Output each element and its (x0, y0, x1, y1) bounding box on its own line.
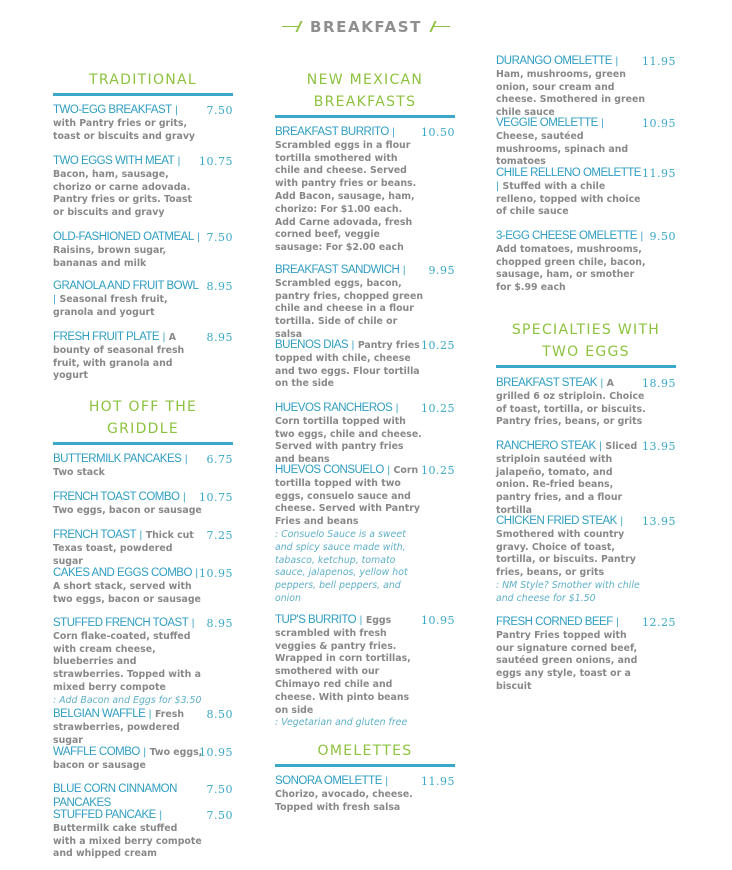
item-name: TUP'S BURRITO (275, 614, 357, 626)
title-left-ornament-icon (282, 20, 304, 32)
item-description: Add tomatoes, mushrooms, chopped green chile, bacon, sausage, ham, or smother for $.99 each (496, 243, 646, 294)
menu-item: HUEVOS RANCHEROS | Corn tortilla topped with two eggs, chile and cheese. Served with pantry fries and beans 10.25 (275, 402, 455, 466)
item-price: 9.50 (649, 230, 676, 243)
item-name: VEGGIE OMELETTE (496, 117, 598, 129)
item-note: : Add Bacon and Eggs for $3.50 (53, 694, 202, 706)
item-price: 7.50 (206, 809, 233, 822)
item-price: 8.95 (206, 617, 233, 630)
item-description: Two eggs, bacon or sausage (53, 504, 202, 516)
item-price: 11.95 (642, 167, 676, 180)
item-price: 7.25 (206, 529, 233, 542)
item-price: 8.95 (206, 280, 233, 293)
menu-item: BELGIAN WAFFLE | Fresh strawberries, powdered sugar 8.50 (53, 708, 233, 746)
section-title-specialties (496, 319, 676, 363)
item-note: : Consuelo Sauce is a sweet and spicy sauce made with, tabasco, ketchup, tomato sauce, jalapenos, yellow hot peppers, bell peppers, and onion (275, 528, 408, 604)
item-price: 8.95 (206, 331, 233, 344)
item-description: Eggs scrambled with fresh veggies & pantry fries. Wrapped in corn tortillas, smothered with our Chimayo red chile and cheese. With pinto beans on side (275, 615, 411, 716)
item-description: Two eggs, bacon or sausage (53, 747, 203, 771)
item-name: FRESH CORNED BEEF (496, 616, 613, 628)
item-description: Ham, mushrooms, green onion, sour cream and cheese. Smothered in green chile sauce (496, 68, 646, 119)
menu-item: FRESH CORNED BEEF | Pantry Fries topped with our signature corned beef, sautéed green onions, and eggs any style, toast or a biscuit 12.25 (496, 616, 676, 692)
menu-item (53, 783, 233, 811)
item-description: A grilled 6 oz striploin. Choice of toast, tortilla, or biscuits. Pantry fries, beans, or grits (496, 378, 646, 428)
menu-item: VEGGIE OMELETTE | Cheese, sautéed mushrooms, spinach and tomatoes 10.95 (496, 117, 676, 168)
item-name: WAFFLE COMBO (53, 746, 140, 758)
item-description: with Pantry fries or grits, toast or biscuits and gravy (53, 117, 196, 142)
item-price: 13.95 (642, 440, 676, 453)
item-name: CHICKEN FRIED STEAK (496, 515, 617, 527)
menu-item: TWO-EGG BREAKFAST | with Pantry fries or grits, toast or biscuits and gravy 7.50 (53, 104, 233, 142)
item-name: BREAKFAST SANDWICH (275, 264, 400, 276)
menu-item: FRENCH TOAST COMBO | Two eggs, bacon or sausage 10.75 (53, 491, 233, 516)
section-divider (53, 442, 233, 445)
menu-item: TUP'S BURRITO | Eggs scrambled with fresh veggies & pantry fries. Wrapped in corn tortillas, smothered with our Chimayo red chile and cheese. With pinto beans on side : Vegetarian and gluten free 10.95 (275, 614, 455, 729)
item-description: Pantry fries topped with chile, cheese and two eggs. Flour tortilla on the side (275, 340, 420, 390)
item-name: BREAKFAST STEAK (496, 377, 597, 389)
item-price: 11.95 (421, 775, 455, 788)
menu-item: OLD-FASHIONED OATMEAL | Raisins, brown sugar, bananas and milk 7.50 (53, 231, 233, 269)
item-price: 8.50 (206, 708, 233, 721)
item-price: 10.75 (199, 491, 233, 504)
item-price: 12.25 (642, 616, 676, 629)
item-price: 13.95 (642, 515, 676, 528)
item-note: : Vegetarian and gluten free (275, 717, 408, 729)
title-right-ornament-icon (428, 20, 450, 32)
item-description: Scrambled eggs in a flour tortilla smothered with chile and cheese. Served with pantry fries or beans. Add Bacon, sausage, ham, chorizo: For $1.00 each. Add Carne adovada, fresh corned beef, veggie sausage: For $2.00 each (275, 139, 417, 254)
item-name: GRANOLA AND FRUIT BOWL (53, 280, 199, 292)
item-price: 6.75 (206, 453, 233, 466)
menu-item: CAKES AND EGGS COMBO | A short stack, served with two eggs, bacon or sausage 10.95 (53, 567, 233, 605)
menu-item: BUENOS DIAS | Pantry fries topped with chile, cheese and two eggs. Flour tortilla on the side 10.25 (275, 339, 455, 390)
item-description: Fresh strawberries, powdered sugar (53, 709, 185, 746)
item-description: Cheese, sautéed mushrooms, spinach and tomatoes (496, 130, 629, 168)
item-description: Seasonal fresh fruit, granola and yogurt (53, 293, 168, 318)
item-name: RANCHERO STEAK (496, 440, 596, 452)
page-title (0, 18, 732, 36)
section-title-griddle (53, 396, 233, 440)
item-price: 10.95 (199, 567, 233, 580)
item-name: BLUE CORN CINNAMON PANCAKES (53, 783, 177, 809)
item-name: TWO-EGG BREAKFAST (53, 104, 172, 116)
menu-item: FRESH FRUIT PLATE | A bounty of seasonal fresh fruit, with granola and yogurt 8.95 (53, 331, 233, 382)
item-price: 10.95 (642, 117, 676, 130)
item-name: HUEVOS RANCHEROS (275, 402, 393, 414)
menu-item: FRENCH TOAST | Thick cut Texas toast, powdered sugar 7.25 (53, 529, 233, 567)
menu-item: RANCHERO STEAK | Sliced striploin sautéed with jalapeño, tomato, and onion. Re-fried beans, pantry fries, and a flour tortilla 13.95 (496, 440, 676, 516)
menu-item: STUFFED PANCAKE | Buttermilk cake stuffed with a mixed berry compote and whipped cream 7.50 (53, 809, 233, 860)
item-description: A bounty of seasonal fresh fruit, with granola and yogurt (53, 332, 185, 382)
section-title-line: HOT OFF THE (88, 399, 198, 415)
item-price: 18.95 (642, 377, 676, 390)
item-description: A short stack, served with two eggs, bacon or sausage (53, 580, 201, 605)
section-divider (275, 764, 455, 767)
menu-item: STUFFED FRENCH TOAST | Corn flake-coated, stuffed with cream cheese, blueberries and strawberries. Topped with a mixed berry compote : Add Bacon and Eggs for $3.50 8.95 (53, 617, 233, 706)
item-description: Corn tortilla topped with two eggs, consuelo sauce and cheese. Served with Pantry Fries and beans (275, 465, 421, 528)
section-divider (275, 115, 455, 118)
item-price: 10.25 (421, 339, 455, 352)
section-title-traditional: TRADITIONAL (88, 72, 198, 88)
item-name: 3-EGG CHEESE OMELETTE (496, 230, 637, 242)
menu-item: BREAKFAST STEAK | A grilled 6 oz striploin. Choice of toast, tortilla, or biscuits. Pantry fries, beans, or grits 18.95 (496, 377, 676, 428)
menu-item: WAFFLE COMBO | Two eggs, bacon or sausage 10.95 (53, 746, 233, 771)
item-description: Corn tortilla topped with two eggs, chile and cheese. Served with pantry fries and beans (275, 415, 422, 466)
item-description: Thick cut Texas toast, powdered sugar (53, 530, 194, 567)
item-description: Smothered with country gravy. Choice of toast, tortilla, or biscuits. Pantry fries, beans, or grits (496, 528, 636, 579)
section-title-line: TWO EGGS (542, 344, 630, 360)
page-title-text: BREAKFAST (309, 18, 423, 36)
item-description: Sliced striploin sautéed with jalapeño, tomato, and onion. Re-fried beans, pantry fries, and a flour tortilla (496, 441, 638, 516)
item-name: BELGIAN WAFFLE (53, 708, 146, 720)
section-title-line: GRIDDLE (106, 421, 179, 437)
item-price: 10.75 (199, 155, 233, 168)
menu-item: BREAKFAST BURRITO | Scrambled eggs in a flour tortilla smothered with chile and cheese. Served with pantry fries or beans. Add Bacon, sausage, ham, chorizo: For $1.00 each. Add Carne adovada, fresh corned beef, veggie sausage: For $2.00 each 10.50 (275, 126, 455, 254)
item-name: CHILE RELLENO OMELETTE (496, 167, 641, 179)
section-title-omelettes: OMELETTES (317, 743, 413, 759)
item-price: 9.95 (428, 264, 455, 277)
item-name: SONORA OMELETTE (275, 775, 382, 787)
item-note: : NM Style? Smother with chile and cheese for $1.50 (496, 579, 640, 604)
section-title-line: SPECIALTIES WITH (511, 322, 661, 338)
item-description: Chorizo, avocado, cheese. Topped with fresh salsa (275, 788, 413, 813)
item-price: 10.25 (421, 402, 455, 415)
menu-item: BREAKFAST SANDWICH | Scrambled eggs, bacon, pantry fries, chopped green chile and cheese in a flour tortilla. Side of chile or salsa 9.95 (275, 264, 455, 340)
item-price: 10.50 (421, 126, 455, 139)
item-description: Buttermilk cake stuffed with a mixed berry compote and whipped cream (53, 822, 202, 860)
item-name: FRESH FRUIT PLATE (53, 331, 160, 343)
item-price: 7.50 (206, 104, 233, 117)
menu-item: BUTTERMILK PANCAKES | Two stack 6.75 (53, 453, 233, 478)
item-price: 10.25 (421, 464, 455, 477)
item-name: OLD-FASHIONED OATMEAL (53, 231, 194, 243)
item-description: Scrambled eggs, bacon, pantry fries, chopped green chile and cheese in a flour tortilla. Side of chile or salsa (275, 277, 424, 340)
item-name: CAKES AND EGGS COMBO (53, 567, 192, 579)
section-divider (53, 93, 233, 96)
menu-item: CHILE RELLENO OMELETTE | Stuffed with a chile relleno, topped with choice of chile sauce 11.95 (496, 167, 676, 218)
item-price: 10.95 (199, 746, 233, 759)
menu-item: 3-EGG CHEESE OMELETTE | Add tomatoes, mushrooms, chopped green chile, bacon, sausage, ham, or smother for $.99 each 9.50 (496, 230, 676, 294)
menu-item: CHICKEN FRIED STEAK | Smothered with country gravy. Choice of toast, tortilla, or biscuits. Pantry fries, beans, or grits : NM Style? Smother with chile and cheese for $1.50 13.95 (496, 515, 676, 604)
item-name: BUTTERMILK PANCAKES (53, 453, 182, 465)
item-name: STUFFED FRENCH TOAST (53, 617, 189, 629)
item-name: TWO EGGS WITH MEAT (53, 155, 175, 167)
item-description: Two stack (53, 466, 105, 478)
menu-item: HUEVOS CONSUELO | Corn tortilla topped with two eggs, consuelo sauce and cheese. Served with Pantry Fries and beans : Consuelo Sauce is a sweet and spicy sauce made with, tabasco, ketchup, tomato sauce, jalapenos, yellow hot peppers, bell peppers, and onion 10.25 (275, 464, 455, 604)
item-price: 11.95 (642, 55, 676, 68)
item-description: Raisins, brown sugar, bananas and milk (53, 244, 167, 269)
section-title-line: BREAKFASTS (313, 94, 417, 110)
item-name: BUENOS DIAS (275, 339, 349, 351)
item-description: Corn flake-coated, stuffed with cream cheese, blueberries and strawberries. Topped with a mixed berry compote (53, 630, 201, 693)
item-name: STUFFED PANCAKE (53, 809, 156, 821)
item-name: HUEVOS CONSUELO (275, 464, 384, 476)
menu-item: TWO EGGS WITH MEAT | Bacon, ham, sausage, chorizo or carne adovada. Pantry fries or grits. Toast or biscuits and gravy 10.75 (53, 155, 233, 219)
section-divider (496, 365, 676, 368)
item-name: BREAKFAST BURRITO (275, 126, 389, 138)
item-name: DURANGO OMELETTE (496, 55, 612, 67)
item-description: Bacon, ham, sausage, chorizo or carne adovada. Pantry fries or grits. Toast or biscuits and gravy (53, 168, 192, 219)
item-price: 10.95 (421, 614, 455, 627)
section-title-new-mexican (275, 69, 455, 113)
item-description: Stuffed with a chile relleno, topped with choice of chile sauce (496, 180, 641, 218)
item-name: FRENCH TOAST COMBO (53, 491, 180, 503)
menu-item: GRANOLA AND FRUIT BOWL | Seasonal fresh fruit, granola and yogurt 8.95 (53, 280, 233, 318)
section-title-line: NEW MEXICAN (306, 72, 424, 88)
item-name: FRENCH TOAST (53, 529, 137, 541)
menu-item: SONORA OMELETTE | Chorizo, avocado, cheese. Topped with fresh salsa 11.95 (275, 775, 455, 813)
item-price: 7.50 (206, 231, 233, 244)
item-price: 7.50 (206, 783, 233, 796)
item-description: Pantry Fries topped with our signature corned beef, sautéed green onions, and eggs any style, toast or a biscuit (496, 629, 638, 692)
menu-item: DURANGO OMELETTE | Ham, mushrooms, green onion, sour cream and cheese. Smothered in green chile sauce 11.95 (496, 55, 676, 119)
